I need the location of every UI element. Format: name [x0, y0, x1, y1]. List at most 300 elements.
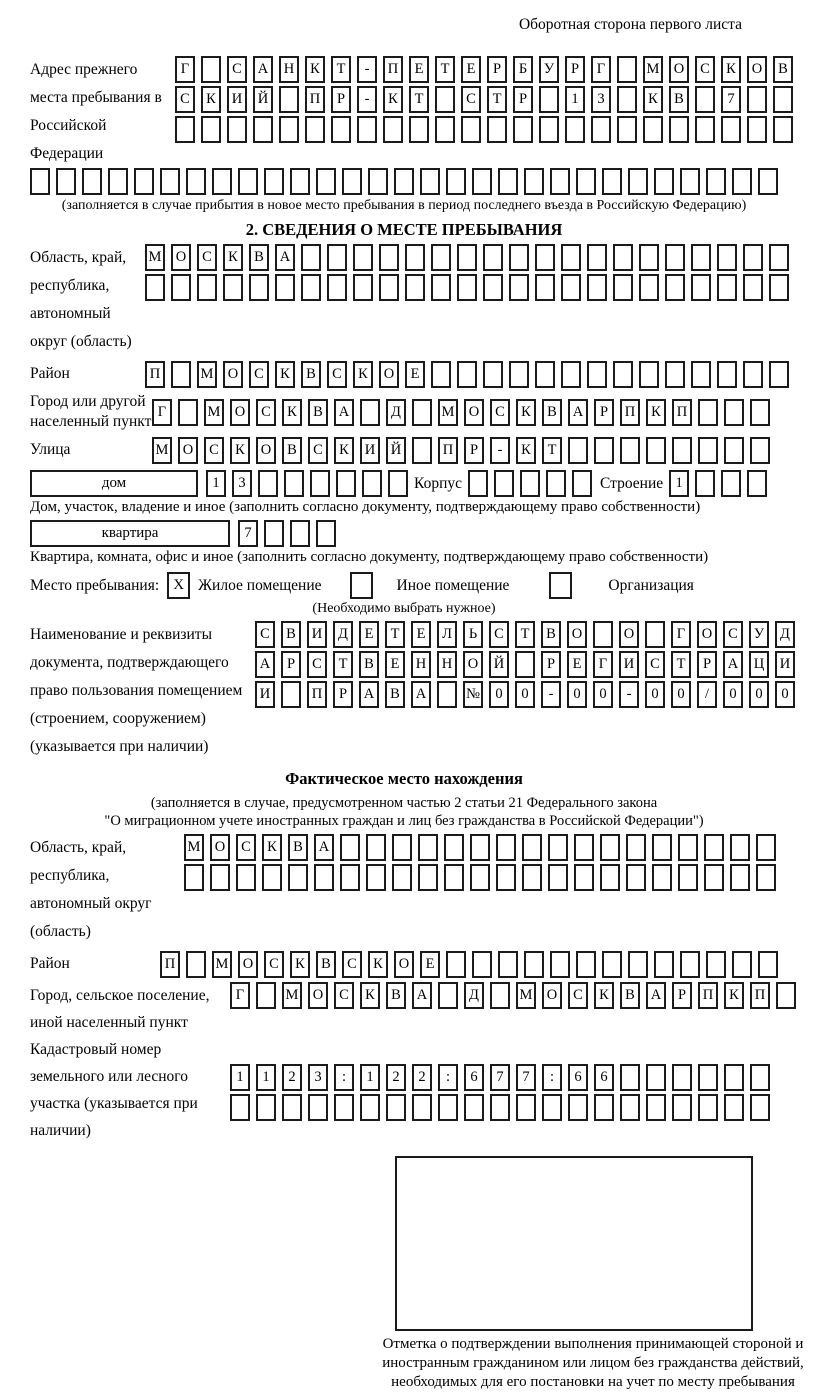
char-cell[interactable] [357, 116, 377, 143]
char-cell[interactable]: И [619, 651, 639, 678]
char-cell[interactable] [30, 168, 50, 195]
char-cell[interactable]: Р [513, 86, 533, 113]
char-cell[interactable] [178, 399, 198, 426]
char-cell[interactable] [253, 116, 273, 143]
char-cell[interactable]: 7 [238, 520, 258, 547]
char-cell[interactable] [186, 168, 206, 195]
char-cell[interactable] [750, 399, 770, 426]
char-cell[interactable]: В [316, 951, 336, 978]
char-cell[interactable] [496, 834, 516, 861]
char-cell[interactable]: Р [565, 56, 585, 83]
char-cell[interactable] [418, 864, 438, 891]
char-cell[interactable]: Т [331, 56, 351, 83]
char-cell[interactable]: К [646, 399, 666, 426]
char-cell[interactable] [613, 274, 633, 301]
char-cell[interactable] [626, 834, 646, 861]
char-cell[interactable]: У [749, 621, 769, 648]
char-cell[interactable] [717, 361, 737, 388]
char-cell[interactable] [695, 470, 715, 497]
char-cell[interactable] [483, 361, 503, 388]
char-cell[interactable] [516, 1094, 536, 1121]
char-cell[interactable] [550, 168, 570, 195]
char-cell[interactable]: В [282, 437, 302, 464]
char-cell[interactable]: О [464, 399, 484, 426]
char-cell[interactable]: В [620, 982, 640, 1009]
char-cell[interactable] [691, 274, 711, 301]
char-cell[interactable]: П [383, 56, 403, 83]
char-cell[interactable]: О [463, 651, 483, 678]
char-cell[interactable]: П [672, 399, 692, 426]
char-cell[interactable] [717, 274, 737, 301]
char-cell[interactable] [483, 244, 503, 271]
char-cell[interactable] [628, 168, 648, 195]
char-cell[interactable] [628, 951, 648, 978]
char-cell[interactable] [201, 56, 221, 83]
char-cell[interactable]: И [227, 86, 247, 113]
char-cell[interactable] [617, 56, 637, 83]
char-cell[interactable] [160, 168, 180, 195]
char-cell[interactable] [461, 116, 481, 143]
char-cell[interactable] [435, 86, 455, 113]
char-cell[interactable] [695, 116, 715, 143]
char-cell[interactable]: 0 [749, 681, 769, 708]
char-cell[interactable]: Р [487, 56, 507, 83]
char-cell[interactable]: О [567, 621, 587, 648]
char-cell[interactable] [756, 834, 776, 861]
char-cell[interactable] [522, 864, 542, 891]
char-cell[interactable] [509, 361, 529, 388]
char-cell[interactable] [568, 437, 588, 464]
char-cell[interactable] [470, 834, 490, 861]
char-cell[interactable]: Р [281, 651, 301, 678]
char-cell[interactable]: В [249, 244, 269, 271]
char-cell[interactable]: Р [541, 651, 561, 678]
char-cell[interactable]: 1 [669, 470, 689, 497]
char-cell[interactable] [405, 274, 425, 301]
char-cell[interactable] [490, 982, 510, 1009]
char-cell[interactable] [353, 274, 373, 301]
char-cell[interactable] [698, 1064, 718, 1091]
char-cell[interactable] [249, 274, 269, 301]
char-cell[interactable]: В [773, 56, 793, 83]
char-cell[interactable]: К [721, 56, 741, 83]
char-cell[interactable]: Р [697, 651, 717, 678]
char-cell[interactable] [602, 168, 622, 195]
char-cell[interactable] [457, 274, 477, 301]
char-cell[interactable] [730, 864, 750, 891]
char-cell[interactable]: Н [411, 651, 431, 678]
char-cell[interactable]: С [236, 834, 256, 861]
char-cell[interactable] [600, 834, 620, 861]
char-cell[interactable] [539, 86, 559, 113]
char-cell[interactable] [756, 864, 776, 891]
char-cell[interactable] [457, 244, 477, 271]
char-cell[interactable] [483, 274, 503, 301]
char-cell[interactable]: Т [515, 621, 535, 648]
char-cell[interactable] [665, 361, 685, 388]
char-cell[interactable]: - [541, 681, 561, 708]
char-cell[interactable]: Н [437, 651, 457, 678]
char-cell[interactable]: А [255, 651, 275, 678]
char-cell[interactable] [750, 437, 770, 464]
char-cell[interactable] [600, 864, 620, 891]
char-cell[interactable] [717, 244, 737, 271]
char-cell[interactable] [678, 834, 698, 861]
char-cell[interactable]: М [204, 399, 224, 426]
char-cell[interactable]: М [212, 951, 232, 978]
char-cell[interactable]: 0 [567, 681, 587, 708]
char-cell[interactable]: О [379, 361, 399, 388]
char-cell[interactable]: А [412, 982, 432, 1009]
char-cell[interactable] [698, 399, 718, 426]
char-cell[interactable]: 6 [594, 1064, 614, 1091]
char-cell[interactable]: Й [489, 651, 509, 678]
char-cell[interactable] [706, 951, 726, 978]
char-cell[interactable]: С [256, 399, 276, 426]
char-cell[interactable]: М [438, 399, 458, 426]
char-cell[interactable] [394, 168, 414, 195]
char-cell[interactable]: М [145, 244, 165, 271]
char-cell[interactable]: К [305, 56, 325, 83]
char-cell[interactable] [290, 520, 310, 547]
char-cell[interactable] [498, 951, 518, 978]
char-cell[interactable] [546, 470, 566, 497]
char-cell[interactable]: Т [385, 621, 405, 648]
char-cell[interactable] [340, 864, 360, 891]
char-cell[interactable]: О [223, 361, 243, 388]
char-cell[interactable] [412, 399, 432, 426]
char-cell[interactable]: Т [542, 437, 562, 464]
char-cell[interactable]: 0 [723, 681, 743, 708]
char-cell[interactable] [750, 1094, 770, 1121]
char-cell[interactable] [593, 621, 613, 648]
char-cell[interactable]: К [594, 982, 614, 1009]
char-cell[interactable] [420, 168, 440, 195]
char-cell[interactable] [360, 399, 380, 426]
char-cell[interactable] [509, 244, 529, 271]
char-cell[interactable] [435, 116, 455, 143]
char-cell[interactable]: П [750, 982, 770, 1009]
char-cell[interactable]: Р [333, 681, 353, 708]
char-cell[interactable]: Г [593, 651, 613, 678]
char-cell[interactable]: Й [253, 86, 273, 113]
char-cell[interactable] [301, 244, 321, 271]
char-cell[interactable] [758, 951, 778, 978]
char-cell[interactable]: П [307, 681, 327, 708]
char-cell[interactable]: С [308, 437, 328, 464]
char-cell[interactable] [680, 168, 700, 195]
char-cell[interactable]: - [357, 56, 377, 83]
char-cell[interactable] [310, 470, 330, 497]
char-cell[interactable] [626, 864, 646, 891]
char-cell[interactable]: С [568, 982, 588, 1009]
checkbox-residential[interactable]: X [167, 572, 190, 599]
char-cell[interactable]: О [697, 621, 717, 648]
checkbox-organization[interactable] [549, 572, 572, 599]
char-cell[interactable] [379, 244, 399, 271]
char-cell[interactable]: К [368, 951, 388, 978]
char-cell[interactable]: В [308, 399, 328, 426]
char-cell[interactable] [498, 168, 518, 195]
char-cell[interactable] [565, 116, 585, 143]
char-cell[interactable] [494, 470, 514, 497]
char-cell[interactable] [732, 951, 752, 978]
char-cell[interactable] [561, 244, 581, 271]
char-cell[interactable] [340, 834, 360, 861]
char-cell[interactable]: 0 [671, 681, 691, 708]
char-cell[interactable] [652, 834, 672, 861]
char-cell[interactable]: С [197, 244, 217, 271]
char-cell[interactable]: 0 [645, 681, 665, 708]
char-cell[interactable]: П [305, 86, 325, 113]
char-cell[interactable] [572, 470, 592, 497]
char-cell[interactable]: А [411, 681, 431, 708]
char-cell[interactable]: П [620, 399, 640, 426]
char-cell[interactable] [561, 361, 581, 388]
char-cell[interactable]: Т [487, 86, 507, 113]
char-cell[interactable]: 3 [308, 1064, 328, 1091]
char-cell[interactable] [327, 274, 347, 301]
char-cell[interactable]: О [308, 982, 328, 1009]
char-cell[interactable] [331, 116, 351, 143]
char-cell[interactable] [620, 437, 640, 464]
char-cell[interactable] [438, 1094, 458, 1121]
char-cell[interactable] [444, 834, 464, 861]
char-cell[interactable] [264, 520, 284, 547]
char-cell[interactable]: К [230, 437, 250, 464]
char-cell[interactable] [327, 244, 347, 271]
char-cell[interactable] [639, 244, 659, 271]
char-cell[interactable]: Т [409, 86, 429, 113]
char-cell[interactable]: М [152, 437, 172, 464]
char-cell[interactable]: 2 [412, 1064, 432, 1091]
char-cell[interactable] [646, 1064, 666, 1091]
char-cell[interactable] [672, 1064, 692, 1091]
char-cell[interactable] [258, 470, 278, 497]
char-cell[interactable] [487, 116, 507, 143]
char-cell[interactable]: К [643, 86, 663, 113]
char-cell[interactable] [672, 437, 692, 464]
char-cell[interactable] [769, 361, 789, 388]
char-cell[interactable]: 6 [568, 1064, 588, 1091]
char-cell[interactable] [392, 834, 412, 861]
char-cell[interactable] [210, 864, 230, 891]
char-cell[interactable] [301, 274, 321, 301]
char-cell[interactable] [360, 1094, 380, 1121]
char-cell[interactable] [691, 244, 711, 271]
char-cell[interactable] [747, 86, 767, 113]
char-cell[interactable]: В [385, 681, 405, 708]
char-cell[interactable] [769, 274, 789, 301]
char-cell[interactable] [594, 1094, 614, 1121]
char-cell[interactable] [574, 864, 594, 891]
char-cell[interactable]: О [238, 951, 258, 978]
char-cell[interactable]: А [275, 244, 295, 271]
char-cell[interactable] [587, 274, 607, 301]
char-cell[interactable] [238, 168, 258, 195]
char-cell[interactable] [576, 168, 596, 195]
char-cell[interactable]: В [669, 86, 689, 113]
char-cell[interactable]: Ь [463, 621, 483, 648]
char-cell[interactable] [145, 274, 165, 301]
char-cell[interactable]: Е [409, 56, 429, 83]
char-cell[interactable]: С [334, 982, 354, 1009]
char-cell[interactable] [366, 834, 386, 861]
char-cell[interactable]: К [516, 399, 536, 426]
char-cell[interactable]: 1 [360, 1064, 380, 1091]
char-cell[interactable] [743, 274, 763, 301]
char-cell[interactable]: П [438, 437, 458, 464]
char-cell[interactable]: С [255, 621, 275, 648]
char-cell[interactable] [769, 244, 789, 271]
char-cell[interactable]: Е [461, 56, 481, 83]
char-cell[interactable] [620, 1094, 640, 1121]
char-cell[interactable]: О [669, 56, 689, 83]
char-cell[interactable] [264, 168, 284, 195]
char-cell[interactable]: / [697, 681, 717, 708]
char-cell[interactable] [643, 116, 663, 143]
char-cell[interactable]: К [282, 399, 302, 426]
char-cell[interactable] [730, 834, 750, 861]
char-cell[interactable]: С [489, 621, 509, 648]
char-cell[interactable] [175, 116, 195, 143]
char-cell[interactable]: М [197, 361, 217, 388]
char-cell[interactable]: К [262, 834, 282, 861]
char-cell[interactable]: 0 [775, 681, 795, 708]
char-cell[interactable]: И [360, 437, 380, 464]
char-cell[interactable]: К [360, 982, 380, 1009]
char-cell[interactable]: О [178, 437, 198, 464]
char-cell[interactable]: К [353, 361, 373, 388]
char-cell[interactable]: 2 [282, 1064, 302, 1091]
char-cell[interactable]: С [204, 437, 224, 464]
char-cell[interactable] [706, 168, 726, 195]
char-cell[interactable] [314, 864, 334, 891]
char-cell[interactable]: 0 [489, 681, 509, 708]
char-cell[interactable]: В [541, 621, 561, 648]
char-cell[interactable] [524, 168, 544, 195]
char-cell[interactable]: С [695, 56, 715, 83]
char-cell[interactable]: С [227, 56, 247, 83]
char-cell[interactable]: К [724, 982, 744, 1009]
char-cell[interactable]: П [160, 951, 180, 978]
char-cell[interactable] [308, 1094, 328, 1121]
char-cell[interactable] [646, 437, 666, 464]
char-cell[interactable]: Т [333, 651, 353, 678]
char-cell[interactable]: Е [359, 621, 379, 648]
char-cell[interactable] [290, 168, 310, 195]
char-cell[interactable] [680, 951, 700, 978]
char-cell[interactable]: Й [386, 437, 406, 464]
checkbox-other-premises[interactable] [350, 572, 373, 599]
char-cell[interactable] [186, 951, 206, 978]
char-cell[interactable]: М [184, 834, 204, 861]
char-cell[interactable]: Е [420, 951, 440, 978]
char-cell[interactable]: С [342, 951, 362, 978]
char-cell[interactable] [743, 361, 763, 388]
char-cell[interactable] [587, 244, 607, 271]
char-cell[interactable]: 1 [256, 1064, 276, 1091]
char-cell[interactable] [591, 116, 611, 143]
char-cell[interactable] [724, 1094, 744, 1121]
char-cell[interactable] [539, 116, 559, 143]
char-cell[interactable] [230, 1094, 250, 1121]
char-cell[interactable]: - [619, 681, 639, 708]
char-cell[interactable]: Е [567, 651, 587, 678]
char-cell[interactable] [197, 274, 217, 301]
char-cell[interactable] [412, 437, 432, 464]
char-cell[interactable] [201, 116, 221, 143]
char-cell[interactable]: А [314, 834, 334, 861]
char-cell[interactable]: Т [435, 56, 455, 83]
char-cell[interactable] [470, 864, 490, 891]
char-cell[interactable]: № [463, 681, 483, 708]
char-cell[interactable] [613, 244, 633, 271]
char-cell[interactable] [698, 437, 718, 464]
char-cell[interactable] [594, 437, 614, 464]
char-cell[interactable]: 7 [721, 86, 741, 113]
char-cell[interactable]: С [461, 86, 481, 113]
char-cell[interactable] [639, 361, 659, 388]
char-cell[interactable]: К [290, 951, 310, 978]
char-cell[interactable] [665, 274, 685, 301]
char-cell[interactable]: И [307, 621, 327, 648]
char-cell[interactable] [773, 86, 793, 113]
char-cell[interactable]: Г [152, 399, 172, 426]
char-cell[interactable] [654, 951, 674, 978]
char-cell[interactable]: О [394, 951, 414, 978]
char-cell[interactable] [418, 834, 438, 861]
char-cell[interactable] [316, 168, 336, 195]
char-cell[interactable] [437, 681, 457, 708]
char-cell[interactable]: И [255, 681, 275, 708]
char-cell[interactable] [464, 1094, 484, 1121]
char-cell[interactable] [695, 86, 715, 113]
char-cell[interactable] [444, 864, 464, 891]
char-cell[interactable]: К [275, 361, 295, 388]
char-cell[interactable] [747, 470, 767, 497]
char-cell[interactable]: А [334, 399, 354, 426]
char-cell[interactable]: Е [385, 651, 405, 678]
char-cell[interactable] [284, 470, 304, 497]
char-cell[interactable] [353, 244, 373, 271]
char-cell[interactable] [386, 1094, 406, 1121]
char-cell[interactable] [262, 864, 282, 891]
char-cell[interactable] [602, 951, 622, 978]
char-cell[interactable] [227, 116, 247, 143]
char-cell[interactable]: В [301, 361, 321, 388]
char-cell[interactable]: К [383, 86, 403, 113]
char-cell[interactable]: О [256, 437, 276, 464]
char-cell[interactable]: У [539, 56, 559, 83]
char-cell[interactable] [405, 244, 425, 271]
char-cell[interactable] [212, 168, 232, 195]
char-cell[interactable] [468, 470, 488, 497]
char-cell[interactable] [524, 951, 544, 978]
char-cell[interactable] [431, 244, 451, 271]
char-cell[interactable] [409, 116, 429, 143]
char-cell[interactable] [724, 1064, 744, 1091]
char-cell[interactable]: О [747, 56, 767, 83]
char-cell[interactable] [561, 274, 581, 301]
char-cell[interactable]: К [334, 437, 354, 464]
char-cell[interactable]: 0 [515, 681, 535, 708]
char-cell[interactable] [721, 116, 741, 143]
char-cell[interactable] [366, 864, 386, 891]
char-cell[interactable]: : [334, 1064, 354, 1091]
char-cell[interactable]: А [359, 681, 379, 708]
char-cell[interactable] [334, 1094, 354, 1121]
